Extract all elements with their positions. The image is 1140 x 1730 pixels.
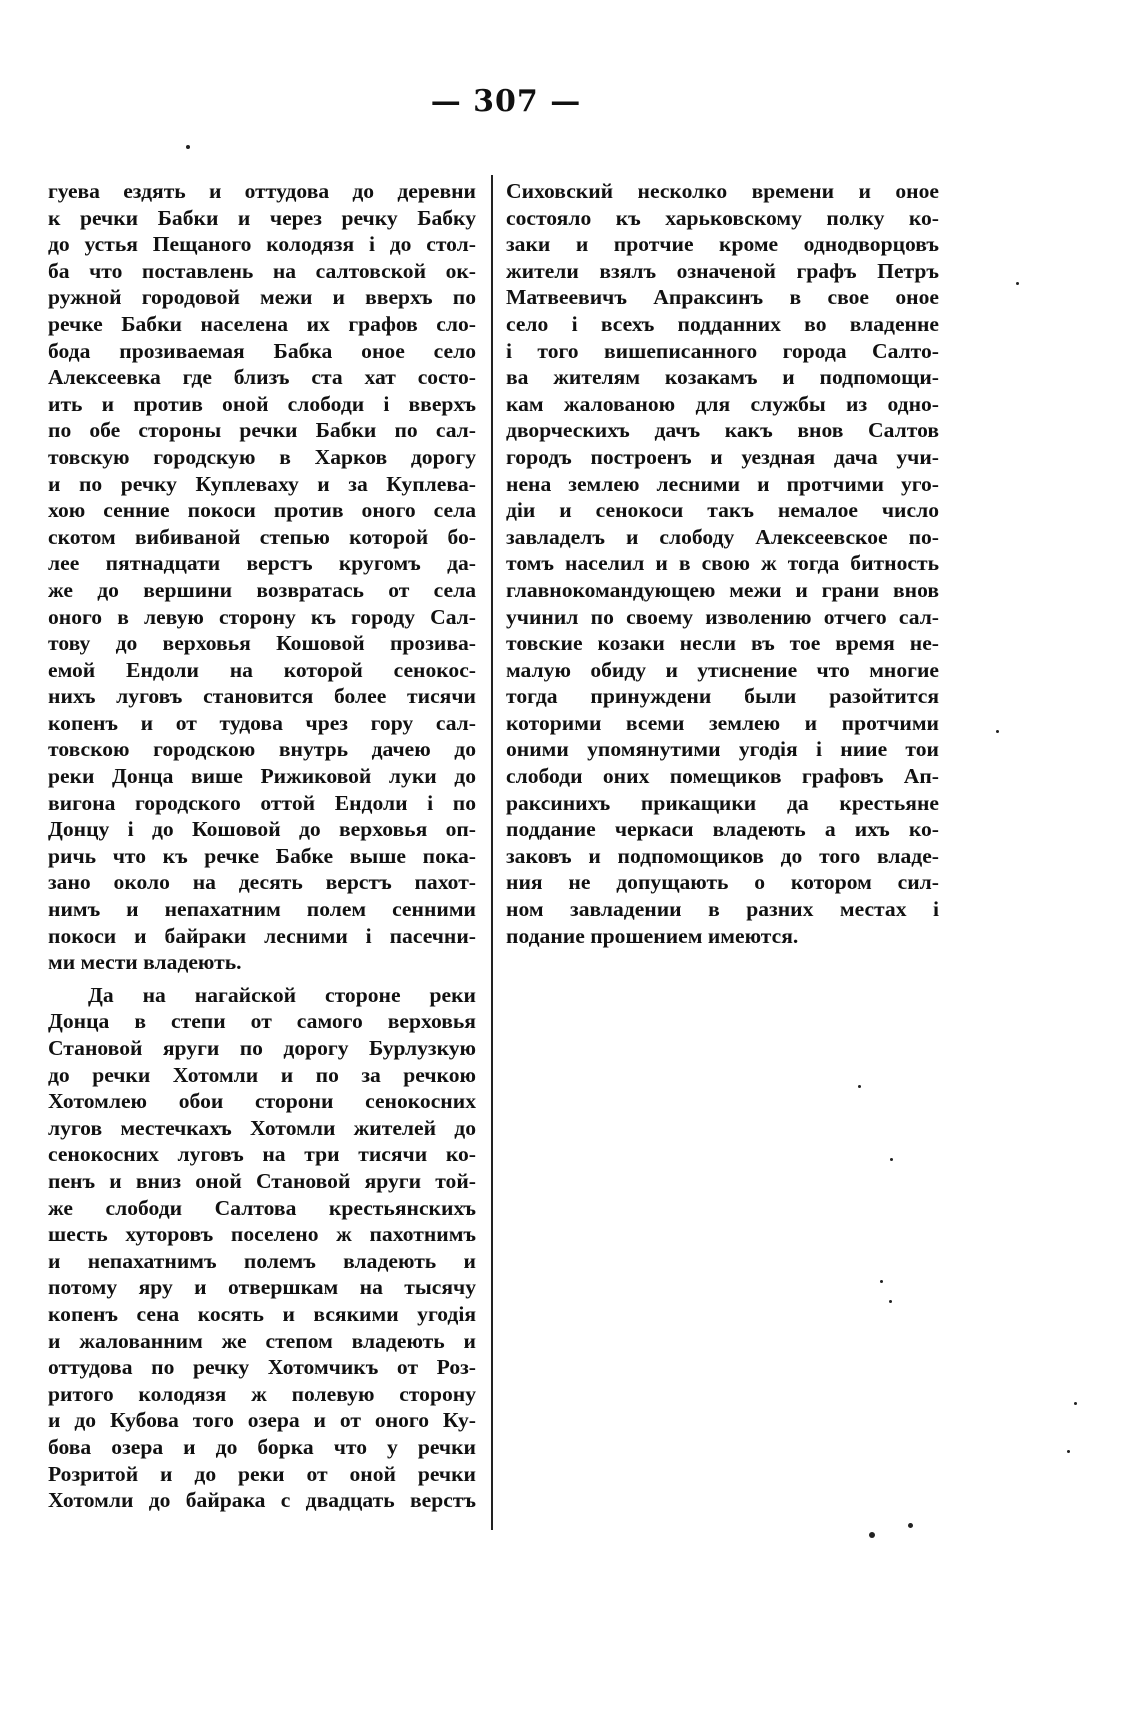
text-line: которими всеми землею и протчими: [506, 710, 939, 735]
text-line: речке Бабки населена их графов сло-: [48, 311, 476, 336]
text-line: по обе стороны речки Бабки по сал-: [48, 418, 476, 443]
text-line: тогда принуждени были разойтится: [506, 684, 939, 709]
text-line: Да на нагайской стороне реки: [88, 982, 476, 1007]
right-column: [506, 178, 939, 949]
ink-speck: [1016, 282, 1019, 285]
ink-speck: [890, 1158, 893, 1161]
text-line: Сиховский несколко времени и оное: [506, 179, 939, 203]
text-line: томъ населил и в свою ж тогда битность: [506, 551, 939, 576]
text-line: емой Ендоли на которой сенокос-: [48, 657, 476, 682]
text-line: оними упомянутими угодія і ниие тои: [506, 737, 939, 762]
text-line: бода прозиваемая Бабка оное село: [48, 338, 476, 363]
text-line: тову до верховья Кошовой прозива-: [48, 631, 476, 656]
ink-speck: [858, 1085, 861, 1088]
text-line: ном завладении в разних местах і: [506, 897, 939, 922]
text-line: ми мести владеють.: [48, 950, 242, 975]
text-line: городъ построенъ и уездная дача учи-: [506, 444, 939, 469]
text-line: оного в левую сторону къ городу Сал-: [48, 604, 476, 629]
paragraph-1: [48, 178, 476, 976]
text-line: Становой яруги по дорогу Бурлузкую: [48, 1036, 476, 1060]
text-line: и жалованним же степом владеють и: [48, 1328, 476, 1353]
text-line: нимъ и непахатним полем сенними: [48, 897, 476, 922]
text-line: шесть хуторовъ поселено ж пахотнимъ: [48, 1222, 476, 1247]
text-line: кам жалованою для службы из одно-: [506, 391, 939, 416]
ink-speck: [869, 1532, 875, 1538]
text-line: поддание черкаси владеють а ихъ ко-: [506, 817, 939, 842]
text-line: заковъ и подпомощиков до того владе-: [506, 843, 939, 868]
ink-speck: [186, 145, 190, 149]
text-line: малую обиду и утиснение что многие: [506, 657, 939, 682]
text-line: и по речку Куплеваху и за Куплева-: [48, 471, 476, 496]
text-line: главнокомандующею межи и грани внов: [506, 577, 939, 602]
text-line: діи и сенокоси такъ немалое число: [506, 498, 939, 523]
text-line: жители взялъ означеной графъ Петръ: [506, 258, 939, 283]
page-number: — 307 —: [430, 84, 582, 119]
text-line: дворческихъ дачъ какъ внов Салтов: [506, 418, 939, 443]
text-line: и непахатнимъ полемъ владеють и: [48, 1248, 476, 1273]
ink-speck: [1074, 1402, 1077, 1405]
text-line: вигона городского оттой Ендоли і по: [48, 790, 476, 815]
text-line: же до вершини возвратась от села: [48, 577, 476, 602]
text-line: товские козаки несли въ тое время не-: [506, 631, 939, 656]
text-line: ружной городовой межи и вверхъ по: [48, 285, 476, 310]
text-line: Розритой и до реки от оной речки: [48, 1461, 476, 1486]
text-line: Донцу і до Кошовой до верховья оп-: [48, 817, 476, 842]
text-line: скотом вибиваной степью которой бо-: [48, 524, 476, 549]
text-line: ить и против оной слободи і вверхъ: [48, 391, 476, 416]
text-line: потому яру и отвершкам на тысячу: [48, 1275, 476, 1300]
text-line: заки и протчие кроме однодворцовъ: [506, 232, 939, 257]
text-line: бова озера и до борка что у речки: [48, 1434, 476, 1459]
text-line: оттудова по речку Хотомчикъ от Роз-: [48, 1355, 476, 1380]
text-line: ритого колодязя ж полевую сторону: [48, 1381, 476, 1406]
text-line: сенокосних луговъ на три тисячи ко-: [48, 1142, 476, 1167]
text-line: хою сенние покоси против оного села: [48, 498, 476, 523]
text-line: пенъ и вниз оной Становой яруги той-: [48, 1168, 476, 1193]
text-line: лее пятнадцати верстъ кругомъ да-: [48, 551, 476, 576]
left-column: [48, 178, 476, 1514]
text-line: нихъ луговъ становится более тисячи: [48, 684, 476, 709]
text-line: і того вишеписанного города Салто-: [506, 338, 939, 363]
text-line: же слободи Салтова крестьянскихъ: [48, 1195, 476, 1220]
text-line: копенъ и от тудова чрез гору сал-: [48, 710, 476, 735]
text-line: завладелъ и слободу Алексеевское по-: [506, 524, 939, 549]
text-line: село і всехъ подданних во владенне: [506, 311, 939, 336]
text-line: Донца в степи от самого верховья: [48, 1009, 476, 1034]
text-line: нена землею лесними и протчими уго-: [506, 471, 939, 496]
text-line: товскую городскую в Харков дорогу: [48, 444, 476, 469]
ink-speck: [996, 730, 999, 733]
text-line: слободи оних помещиков графовъ Ап-: [506, 764, 939, 789]
text-line: гуева ездять и оттудова до деревни: [48, 179, 476, 203]
text-line: лугов местечкахъ Хотомли жителей до: [48, 1115, 476, 1140]
text-line: товскою городскою внутрь дачею до: [48, 737, 476, 762]
text-line: Матвеевичъ Апраксинъ в свое оное: [506, 285, 939, 310]
text-line: Хотомлею обои сторони сенокосних: [48, 1089, 476, 1114]
text-line: копенъ сена косять и всякими угодія: [48, 1301, 476, 1326]
text-line: Алексеевка где близъ ста хат состо-: [48, 365, 476, 390]
text-line: ричь что къ речке Бабке выше пока-: [48, 843, 476, 868]
text-line: ба что поставлень на салтовской ок-: [48, 258, 476, 283]
text-line: до речки Хотомли и по за речкою: [48, 1062, 476, 1087]
ink-speck: [889, 1300, 892, 1303]
text-line: к речки Бабки и через речку Бабку: [48, 205, 476, 230]
text-line: раксинихъ прикащики да крестьяне: [506, 790, 939, 815]
text-line: учинил по своему изволению отчего сал-: [506, 604, 939, 629]
text-line: покоси и байраки лесними і пасечни-: [48, 923, 476, 948]
text-line: ва жителям козакамъ и подпомощи-: [506, 365, 939, 390]
text-line: и до Кубова того озера и от оного Ку-: [48, 1408, 476, 1433]
text-line: Хотомли до байрака с двадцать верстъ: [48, 1488, 476, 1513]
ink-speck: [908, 1523, 913, 1528]
text-line: до устья Пещаного колодязя і до стол-: [48, 232, 476, 257]
ink-speck: [880, 1280, 883, 1283]
ink-speck: [1067, 1450, 1070, 1453]
text-line: подание прошением имеются.: [506, 923, 799, 948]
text-line: реки Донца више Рижиковой луки до: [48, 764, 476, 789]
text-line: состояло къ харьковскому полку ко-: [506, 205, 939, 230]
paragraph-2: [48, 982, 476, 1514]
column-divider: [491, 175, 493, 1530]
text-line: ния не допущають о котором сил-: [506, 870, 939, 895]
text-line: зано около на десять верстъ пахот-: [48, 870, 476, 895]
